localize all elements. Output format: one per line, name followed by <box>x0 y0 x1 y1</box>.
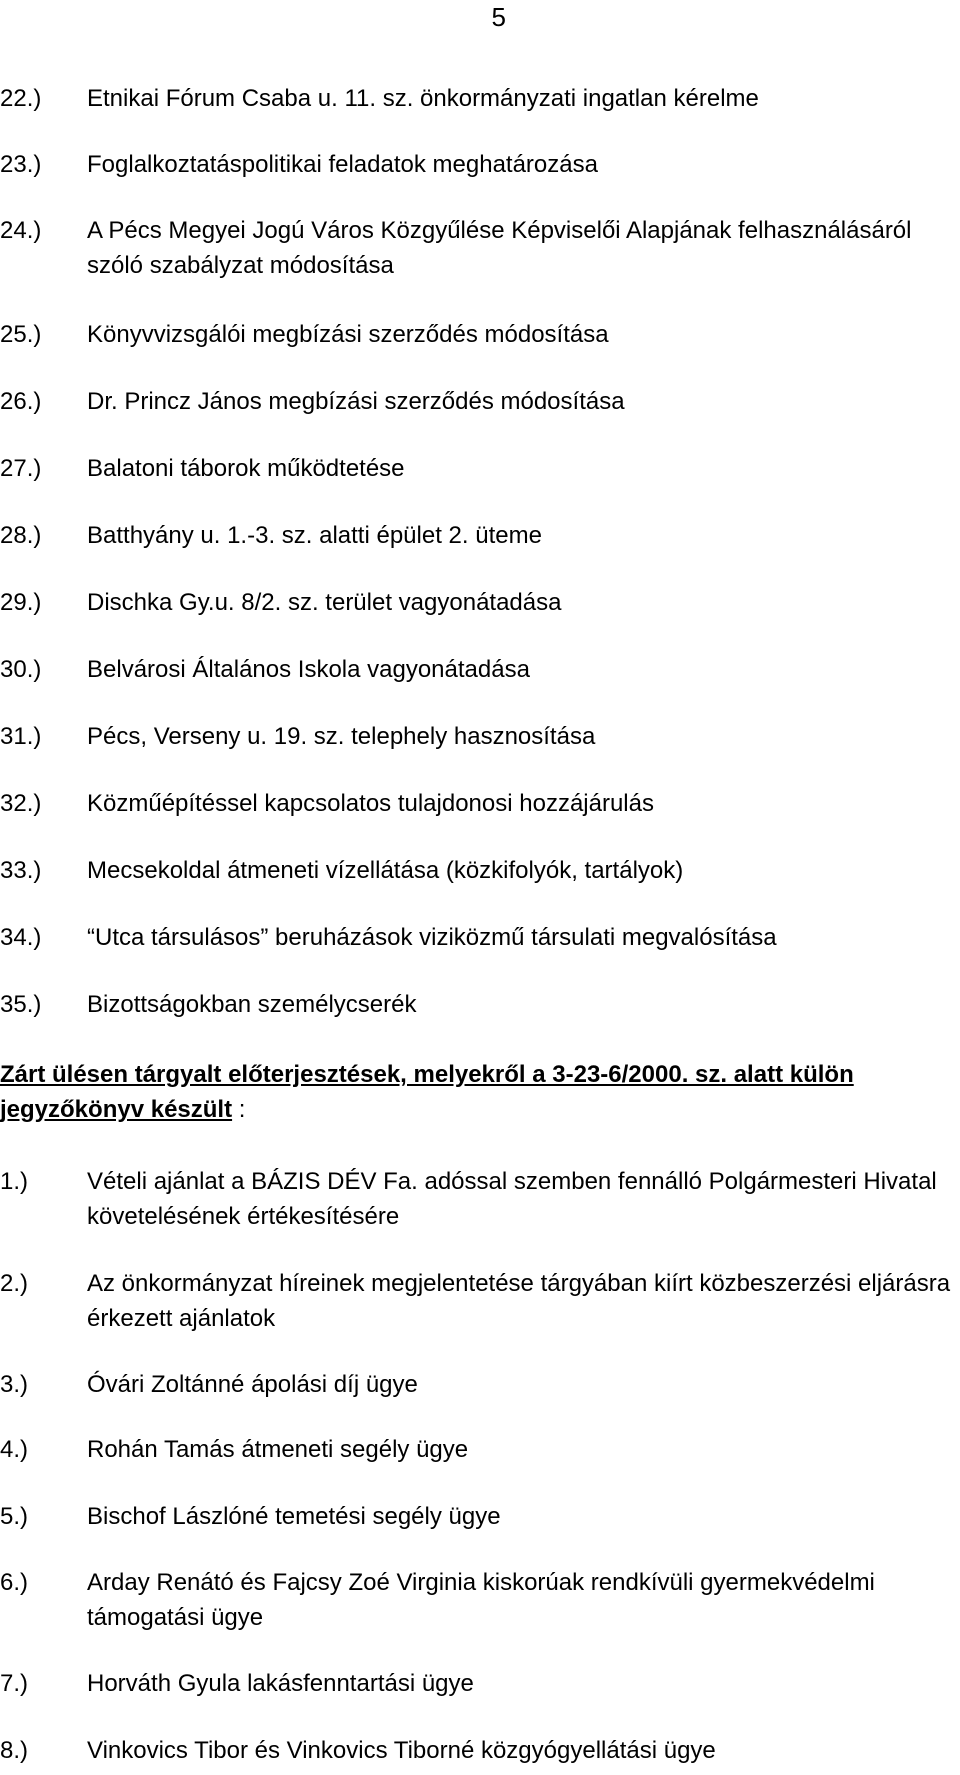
closed-item-text: Az önkormányzat híreinek megjelentetése tárgyában kiírt közbeszerzési eljárásra érkezett ajánlatok <box>87 1270 951 1332</box>
closed-item-number: 6.) <box>0 1569 29 1596</box>
agenda-item-number: 26.) <box>0 388 42 415</box>
closed-item-number: 7.) <box>0 1670 29 1697</box>
closed-item-number: 5.) <box>0 1503 29 1530</box>
closed-item-text: Bischof Lászlóné temetési segély ügye <box>87 1503 501 1530</box>
agenda-item-text: Mecsekoldal átmeneti vízellátása (közkifolyók, tartályok) <box>87 857 684 884</box>
agenda-item-text: Foglalkoztatáspolitikai feladatok meghatározása <box>87 151 598 178</box>
agenda-item-number: 24.) <box>0 217 42 244</box>
agenda-item-number: 31.) <box>0 723 42 750</box>
agenda-item-text: Dischka Gy.u. 8/2. sz. terület vagyonátadása <box>87 589 562 616</box>
agenda-item-text: Közműépítéssel kapcsolatos tulajdonosi hozzájárulás <box>87 790 654 817</box>
agenda-item-text: Balatoni táborok működtetése <box>87 455 405 482</box>
agenda-item-text: Dr. Princz János megbízási szerződés módosítása <box>87 388 625 415</box>
agenda-item-text: Pécs, Verseny u. 19. sz. telephely hasznosítása <box>87 723 596 750</box>
closed-item-number: 1.) <box>0 1168 29 1195</box>
agenda-item-number: 32.) <box>0 790 42 817</box>
agenda-item-number: 30.) <box>0 656 42 683</box>
agenda-item-text: Könyvvizsgálói megbízási szerződés módosítása <box>87 321 609 348</box>
agenda-item-number: 28.) <box>0 522 42 549</box>
agenda-item-number: 29.) <box>0 589 42 616</box>
agenda-item-number: 35.) <box>0 991 42 1018</box>
closed-session-heading-text: Zárt ülésen tárgyalt előterjesztések, melyekről a 3-23-6/2000. sz. alatt külön jegyzőkönyv készült <box>0 1061 854 1123</box>
agenda-item-number: 33.) <box>0 857 42 884</box>
closed-item-text: Arday Renátó és Fajcsy Zoé Virginia kiskorúak rendkívüli gyermekvédelmi támogatási ügye <box>87 1569 875 1631</box>
closed-item-number: 8.) <box>0 1737 29 1764</box>
agenda-item-number: 25.) <box>0 321 42 348</box>
agenda-item-number: 22.) <box>0 85 42 112</box>
page-number: 5 <box>491 2 506 32</box>
agenda-item-text: A Pécs Megyei Jogú Város Közgyűlése Képviselői Alapjának felhasználásáról szóló szabályzat módosítása <box>87 217 912 279</box>
agenda-item-number: 23.) <box>0 151 42 178</box>
closed-item-number: 3.) <box>0 1371 29 1398</box>
agenda-item-text: Etnikai Fórum Csaba u. 11. sz. önkormányzati ingatlan kérelme <box>87 85 759 112</box>
closed-item-text: Vételi ajánlat a BÁZIS DÉV Fa. adóssal szemben fennálló Polgármesteri Hivatal követelésének értékesítésére <box>87 1168 937 1230</box>
agenda-item-text: “Utca társulásos” beruházások viziközmű társulati megvalósítása <box>87 924 777 951</box>
closed-item-text: Vinkovics Tibor és Vinkovics Tiborné közgyógyellátási ügye <box>87 1737 716 1764</box>
closed-item-text: Horváth Gyula lakásfenntartási ügye <box>87 1670 474 1697</box>
agenda-item-number: 27.) <box>0 455 42 482</box>
closed-session-heading <box>0 1057 955 1127</box>
agenda-item-number: 34.) <box>0 924 42 951</box>
closed-item-text: Rohán Tamás átmeneti segély ügye <box>87 1436 469 1463</box>
closed-item-number: 4.) <box>0 1436 29 1463</box>
closed-session-heading-suffix: : <box>232 1096 246 1123</box>
closed-item-text: Óvári Zoltánné ápolási díj ügye <box>87 1371 418 1398</box>
agenda-item-text: Bizottságokban személycserék <box>87 991 417 1018</box>
agenda-item-text: Belvárosi Általános Iskola vagyonátadása <box>87 656 530 683</box>
agenda-item-text: Batthyány u. 1.-3. sz. alatti épület 2. üteme <box>87 522 542 549</box>
closed-item-number: 2.) <box>0 1270 29 1297</box>
